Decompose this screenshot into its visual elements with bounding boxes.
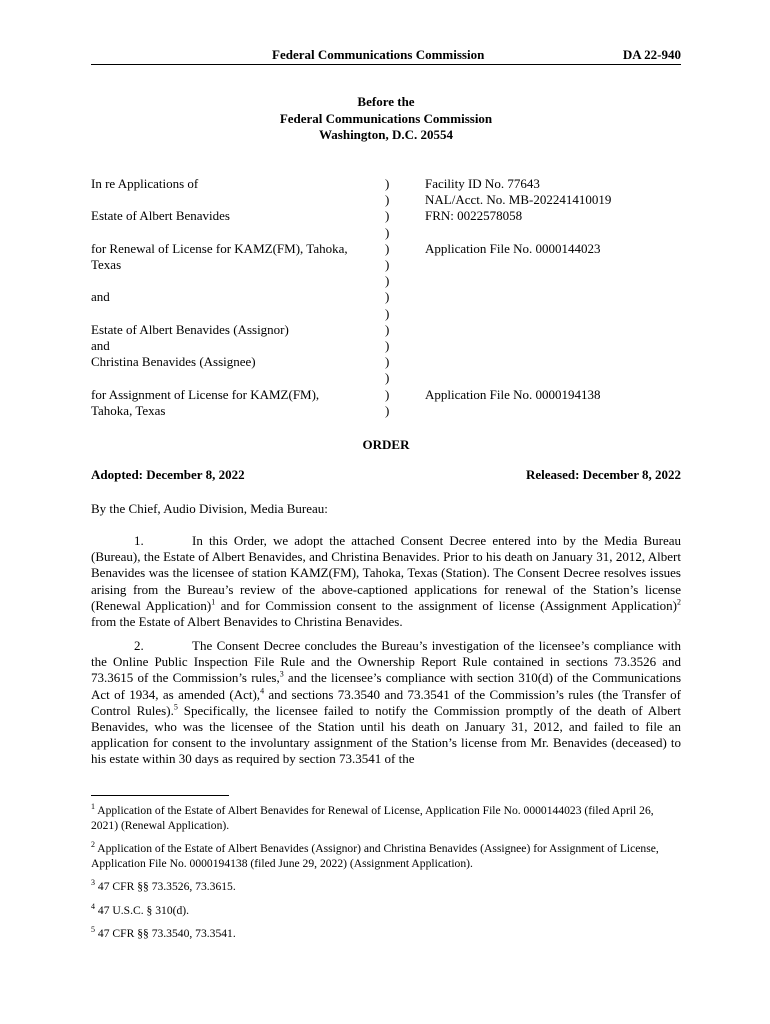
paragraph-text: In this Order, we adopt the attached Consent Decree entered into by the Media Bureau (Bureau), the Estate of Albert Benavides, and Christina Benavides. Prior to his death on January 31, 2012, Albert Benavides was the licensee of station KAMZ(FM), Tahoka, Texas (Station). The Consent Decree resolves issues arising from the Bureau’s review of the above-captioned applications for renewal of the Station’s license (Renewal Application) xyxy=(91,533,681,613)
footnote xyxy=(91,842,681,871)
footnote-ref[interactable]: 4 xyxy=(260,686,265,696)
paragraph-2 xyxy=(91,638,681,768)
title-agency: Federal Communications Commission xyxy=(279,110,493,126)
footnote-divider xyxy=(91,795,229,796)
running-header xyxy=(91,46,681,65)
title-city: Washington, D.C. 20554 xyxy=(319,127,453,142)
footnote-number: 1 xyxy=(91,802,95,812)
footnote-text: Application of the Estate of Albert Benavides for Renewal of License, Application File No. 0000144023 (filed April 26, 2021) (Renewal Application). xyxy=(91,804,654,832)
footnote-ref[interactable]: 3 xyxy=(279,670,284,680)
footnote-ref[interactable]: 5 xyxy=(173,702,178,712)
footnote-text: 47 CFR §§ 73.3526, 73.3615. xyxy=(95,880,236,893)
paragraph-number: 1. xyxy=(134,533,144,548)
paragraph-text: and for Commission consent to the assignment of license (Assignment Application) xyxy=(215,597,677,613)
paragraph-text: Specifically, the licensee failed to notify the Commission promptly of the death of Albert Benavides, who was the licensee of the Station until his death on January 31, 2012, and failed to file an application for consent to the involuntary assignment of the Station’s license from Mr. Benavides (deceased) to his estate within 30 days as required by section 73.3541 of the xyxy=(91,702,681,767)
paragraph-text: and sections 73.3540 and 73.3541 of the Commission’s rules (the Transfer of Control Rules). xyxy=(91,686,682,718)
footnote-number: 3 xyxy=(91,878,95,888)
caption-file-numbers: Facility ID No. 77643 NAL/Acct. No. MB-202241410019 FRN: 0022578058 Application File No. 0000144023 Application File No. 0000194138 xyxy=(425,176,612,402)
caption-parentheses: ) ) ) ) ) ) ) ) ) ) ) ) ) ) ) xyxy=(385,176,390,418)
footnote xyxy=(91,880,681,895)
paragraph-text: The Consent Decree concludes the Bureau’s investigation of the licensee’s compliance with the Online Public Inspection File Rule and the Ownership Report Rule contained in sections 73.3526 and 73.3615 of the Commission’s rules, xyxy=(91,638,681,686)
footnote-ref[interactable]: 2 xyxy=(677,597,681,607)
caption-parties: In re Applications of Estate of Albert Benavides for Renewal of License for KAMZ(FM), Tahoka, Texas and Estate of Albert Benavides (Assignor) and Christina Benavides (Assignee) for Assignment of License for KAMZ(FM), Tahoka, Texas xyxy=(91,176,348,418)
byline: By the Chief, Audio Division, Media Bureau: xyxy=(91,501,328,516)
order-title: ORDER xyxy=(362,437,410,452)
footnote-number: 4 xyxy=(91,901,95,911)
footnotes xyxy=(91,804,681,951)
paragraph-text: from the Estate of Albert Benavides to Christina Benavides. xyxy=(91,614,403,630)
dates-line xyxy=(91,467,681,485)
footnote-number: 5 xyxy=(91,925,95,935)
footnote-text: 47 CFR §§ 73.3540, 73.3541. xyxy=(95,927,236,940)
header-doc-number: DA 22-940 xyxy=(622,47,681,62)
title-block xyxy=(91,94,681,144)
adopted-date: Adopted: December 8, 2022 xyxy=(91,467,245,482)
paragraph-number: 2. xyxy=(134,638,144,653)
footnote-text: Application of the Estate of Albert Benavides (Assignor) and Christina Benavides (Assignee) for Assignment of License, Application File No. 0000194138 (filed June 29, 2022) (Assignment Application). xyxy=(91,842,659,870)
footnote-text: 47 U.S.C. § 310(d). xyxy=(95,903,190,917)
footnote xyxy=(91,927,681,942)
footnote-number: 2 xyxy=(91,840,95,850)
header-agency: Federal Communications Commission xyxy=(272,47,485,62)
footnote xyxy=(91,901,681,919)
footnote-ref[interactable]: 1 xyxy=(211,597,216,607)
title-before: Before the xyxy=(357,94,415,109)
paragraph-text: and the licensee’s compliance with section 310(d) of the Communications Act of 1934, as amended (Act), xyxy=(91,670,682,702)
released-date: Released: December 8, 2022 xyxy=(526,467,681,482)
footnote xyxy=(91,804,681,833)
paragraph-1 xyxy=(91,533,681,630)
